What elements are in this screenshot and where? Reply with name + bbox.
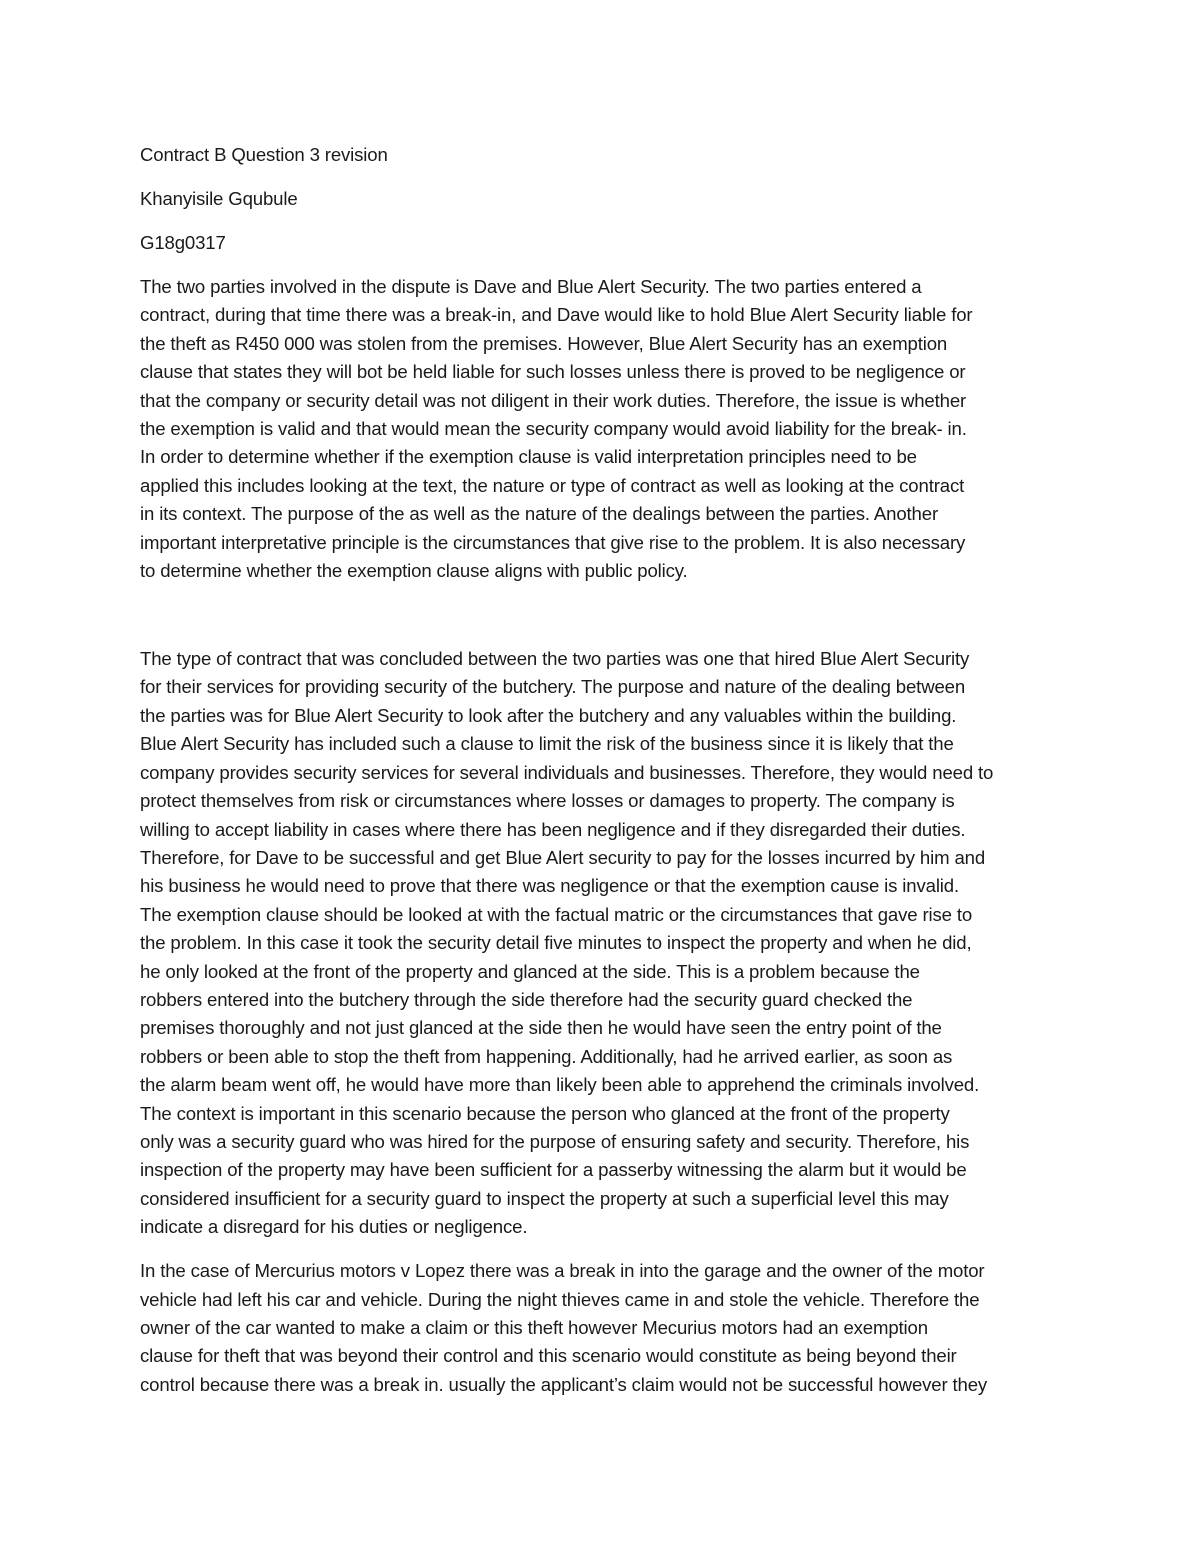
text-line: protect themselves from risk or circumstances where losses or damages to property. The company is	[140, 790, 955, 812]
text-line: his business he would need to prove that there was negligence or that the exemption cause is invalid.	[140, 875, 959, 897]
text-line: Blue Alert Security has included such a clause to limit the risk of the business since it is likely that the	[140, 733, 954, 755]
text-line: important interpretative principle is the circumstances that give rise to the problem. It is also necessary	[140, 531, 966, 553]
text-line: the problem. In this case it took the security detail five minutes to inspect the property and when he did,	[140, 932, 972, 954]
text-line: robbers entered into the butchery through the side therefore had the security guard checked the	[140, 988, 913, 1010]
text-line: contract, during that time there was a break-in, and Dave would like to hold Blue Alert Security liable for	[140, 304, 973, 326]
text-line: vehicle had left his car and vehicle. During the night thieves came in and stole the vehicle. Therefore the	[140, 1288, 980, 1310]
paragraph-2	[140, 645, 1065, 1242]
text-line: robbers or been able to stop the theft from happening. Additionally, had he arrived earlier, as soon as	[140, 1045, 953, 1067]
text-line: for their services for providing security of the butchery. The purpose and nature of the dealing between	[140, 676, 966, 698]
text-line: clause for theft that was beyond their control and this scenario would constitute as being beyond their	[140, 1345, 957, 1367]
text-line: owner of the car wanted to make a claim or this theft however Mecurius motors had an exemption	[140, 1317, 928, 1338]
text-line: the parties was for Blue Alert Security to look after the butchery and any valuables within the building.	[140, 704, 957, 726]
text-line: The two parties involved in the dispute is Dave and Blue Alert Security. The two parties entered a	[140, 276, 922, 297]
text-line: he only looked at the front of the property and glanced at the side. This is a problem because the	[140, 960, 920, 982]
text-line: the alarm beam went off, he would have more than likely been able to apprehend the criminals involved.	[140, 1074, 980, 1096]
text-line: Therefore, for Dave to be successful and get Blue Alert security to pay for the losses incurred by him and	[140, 846, 986, 868]
text-line: control because there was a break in. usually the applicant’s claim would not be successful however they	[140, 1373, 988, 1395]
text-line: company provides security services for several individuals and businesses. Therefore, they would need to	[140, 761, 994, 783]
student-number: G18g0317	[140, 232, 226, 253]
text-line: considered insufficient for a security guard to inspect the property at such a superficial level this may	[140, 1187, 949, 1209]
text-line: The type of contract that was concluded between the two parties was one that hired Blue Alert Security	[140, 648, 970, 670]
text-line: In the case of Mercurius motors v Lopez there was a break in into the garage and the owner of the motor	[140, 1260, 985, 1282]
text-line: indicate a disregard for his duties or negligence.	[140, 1216, 528, 1238]
author-name: Khanyisile Gqubule	[140, 188, 298, 209]
text-line: clause that states they will bot be held liable for such losses unless there is proved to be negligence or	[140, 361, 966, 383]
text-line: applied this includes looking at the text, the nature or type of contract as well as looking at the contract	[140, 474, 965, 496]
text-line: The exemption clause should be looked at with the factual matric or the circumstances that gave rise to	[140, 903, 973, 925]
text-line: The context is important in this scenario because the person who glanced at the front of the property	[140, 1102, 950, 1124]
text-line: in its context. The purpose of the as well as the nature of the dealings between the parties. Another	[140, 503, 938, 525]
text-line: inspection of the property may have been sufficient for a passerby witnessing the alarm but it would be	[140, 1159, 967, 1181]
text-line: only was a security guard who was hired for the purpose of ensuring safety and security. Therefore, his	[140, 1130, 970, 1152]
text-line: premises thoroughly and not just glanced at the side then he would have seen the entry point of the	[140, 1017, 942, 1039]
paragraph-1	[140, 273, 1065, 585]
text-line: the exemption is valid and that would mean the security company would avoid liability for the break- in.	[140, 418, 967, 440]
text-line: In order to determine whether if the exemption clause is valid interpretation principles need to be	[140, 446, 917, 468]
paragraph-3	[140, 1257, 1065, 1399]
text-line: the theft as R450 000 was stolen from the premises. However, Blue Alert Security has an exemption	[140, 332, 948, 354]
document-body	[140, 141, 1065, 1415]
text-line: that the company or security detail was not diligent in their work duties. Therefore, the issue is whether	[140, 389, 967, 411]
document-title: Contract B Question 3 revision	[140, 144, 388, 165]
text-line: to determine whether the exemption clause aligns with public policy.	[140, 560, 688, 582]
paragraph-spacer	[140, 601, 1065, 645]
text-line: willing to accept liability in cases where there has been negligence and if they disregarded their duties.	[140, 818, 966, 840]
